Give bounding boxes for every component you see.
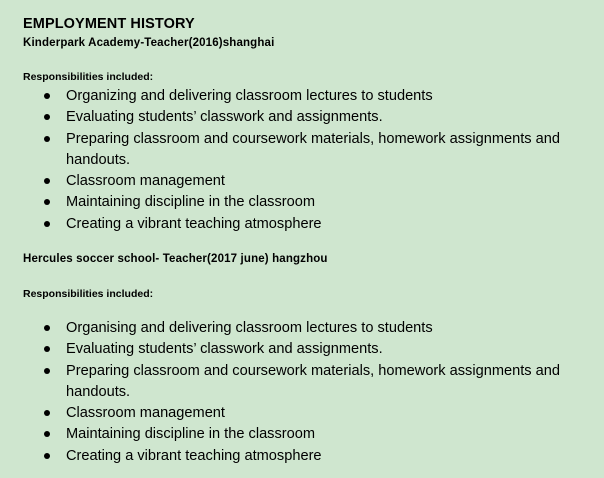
bullet-icon xyxy=(44,178,50,184)
list-item xyxy=(0,192,604,213)
list-item-text: Creating a vibrant teaching atmosphere xyxy=(66,215,322,232)
list-item xyxy=(0,446,604,467)
list-item xyxy=(0,339,604,360)
bullet-icon xyxy=(44,431,50,437)
bullet-icon xyxy=(44,136,50,142)
list-item xyxy=(0,107,604,128)
list-item xyxy=(0,129,604,172)
list-item xyxy=(0,424,604,445)
list-item-text: Preparing classroom and coursework materials, homework assignments and handouts. xyxy=(66,362,560,400)
bullet-icon xyxy=(44,346,50,352)
list-item-text: Classroom management xyxy=(66,173,225,190)
bullet-icon xyxy=(44,453,50,459)
bullet-icon xyxy=(44,114,50,120)
bullet-icon xyxy=(44,199,50,205)
bullet-icon xyxy=(44,410,50,416)
bullet-icon xyxy=(44,368,50,374)
list-item-text: Creating a vibrant teaching atmosphere xyxy=(66,447,322,464)
bullet-icon xyxy=(44,325,50,331)
responsibilities-list xyxy=(0,86,604,235)
list-item-text: Organising and delivering classroom lectures to students xyxy=(66,320,433,336)
responsibilities-label: Responsibilities included: xyxy=(23,71,154,83)
list-item-text: Preparing classroom and coursework materials, homework assignments and handouts. xyxy=(66,130,560,168)
responsibilities-label: Responsibilities included: xyxy=(23,288,154,300)
list-item-text: Evaluating students’ classwork and assignments. xyxy=(66,341,383,358)
list-item-text: Maintaining discipline in the classroom xyxy=(66,426,316,443)
section-heading: EMPLOYMENT HISTORY xyxy=(23,16,195,32)
list-item-text: Organizing and delivering classroom lectures to students xyxy=(66,88,433,104)
list-item xyxy=(0,318,604,339)
bullet-icon xyxy=(44,93,50,99)
list-item xyxy=(0,214,604,235)
list-item-text: Classroom management xyxy=(66,405,225,422)
bullet-icon xyxy=(44,221,50,227)
list-item xyxy=(0,361,604,404)
list-item xyxy=(0,171,604,192)
responsibilities-list xyxy=(0,318,604,467)
job-title: Kinderpark Academy-Teacher(2016)shanghai xyxy=(23,37,275,49)
list-item xyxy=(0,403,604,424)
list-item-text: Evaluating students’ classwork and assignments. xyxy=(66,109,383,126)
list-item-text: Maintaining discipline in the classroom xyxy=(66,194,316,211)
list-item xyxy=(0,86,604,107)
job-title: Hercules soccer school- Teacher(2017 june) hangzhou xyxy=(23,253,328,265)
